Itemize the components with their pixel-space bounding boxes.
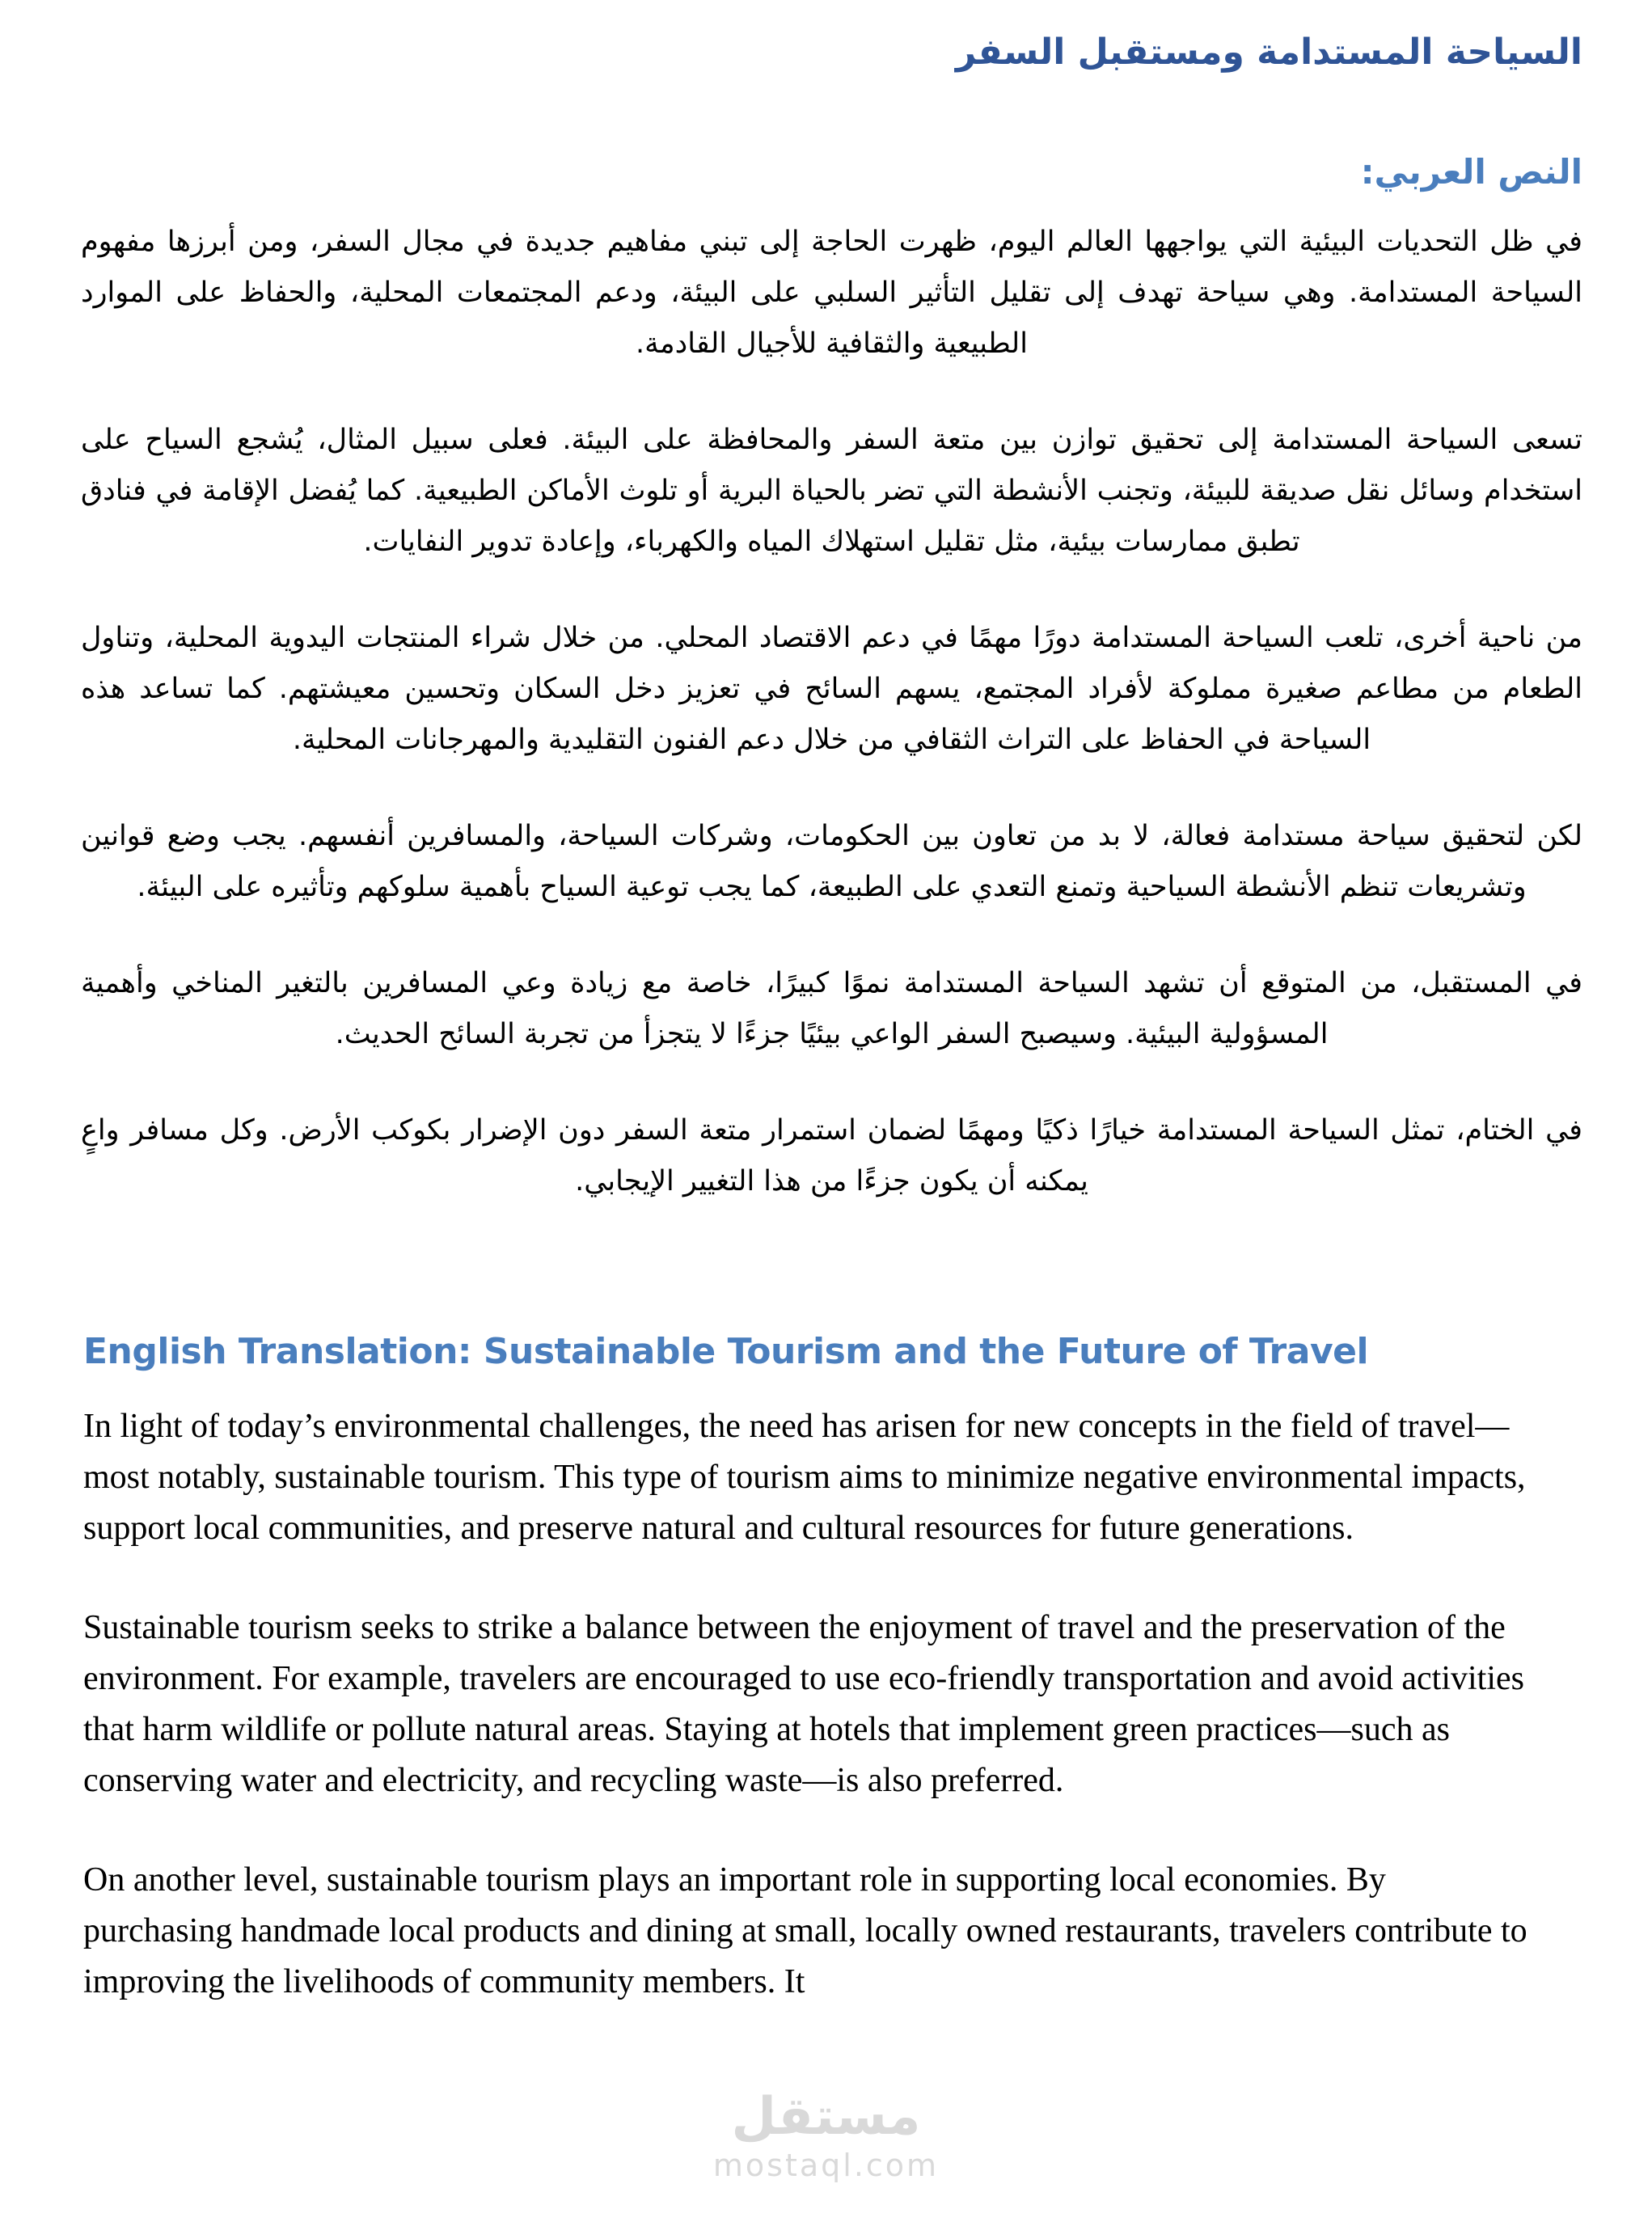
arabic-document-title: السياحة المستدامة ومستقبل السفر (955, 32, 1582, 74)
paragraph: In light of today’s environmental challenges, the need has arisen for new concepts in the field of travel—most notably, sustainable tourism. This type of tourism aims to minimize negative environmental impacts, support local communities, and preserve natural and cultural resources for future generations. (83, 1408, 1526, 1547)
arabic-text-body (81, 217, 1582, 1252)
paragraph: في المستقبل، من المتوقع أن تشهد السياحة المستدامة نموًا كبيرًا، خاصة مع زيادة وعي المسافرين بالتغير المناخي وأهمية المسؤولية البيئية. وسيصبح السفر الواعي بيئيًا جزءًا لا يتجزأ من تجربة السائح الحديث. (81, 967, 1582, 1050)
paragraph: في ظل التحديات البيئية التي يواجهها العالم اليوم، ظهرت الحاجة إلى تبني مفاهيم جديدة في مجال السفر، ومن أبرزها مفهوم السياحة المستدامة. وهي سياحة تهدف إلى تقليل التأثير السلبي على البيئة، ودعم المجتمعات المحلية، والحفاظ على الموارد الطبيعية والثقافية للأجيال القادمة. (81, 226, 1582, 360)
paragraph: تسعى السياحة المستدامة إلى تحقيق توازن بين متعة السفر والمحافظة على البيئة. فعلى سبيل المثال، يُشجع السياح على استخدام وسائل نقل صديقة للبيئة، وتجنب الأنشطة التي تضر بالحياة البرية أو تلوث الأماكن الطبيعية. كما يُفضل الإقامة في فنادق تطبق ممارسات بيئية، مثل تقليل استهلاك المياه والكهرباء، وإعادة تدوير النفايات. (81, 424, 1582, 558)
paragraph: Sustainable tourism seeks to strike a balance between the enjoyment of travel and the preservation of the environment. For example, travelers are encouraged to use eco-friendly transportation and avoid activities that harm wildlife or pollute natural areas. Staying at hotels that implement green practices—such as conserving water and electricity, and recycling waste—is also preferred. (83, 1609, 1525, 1799)
watermark-site-text: mostaql.com (712, 2148, 940, 2184)
paragraph: في الختام، تمثل السياحة المستدامة خيارًا ذكيًا ومهمًا لضمان استمرار متعة السفر دون الإضرار بكوكب الأرض. وكل مسافر واعٍ يمكنه أن يكون جزءًا من هذا التغيير الإيجابي. (81, 1114, 1582, 1197)
paragraph: On another level, sustainable tourism plays an important role in supporting local economies. By purchasing handmade local products and dining at small, locally owned restaurants, travelers contribute to improving the livelihoods of community members. It (83, 1861, 1527, 2000)
arabic-section-heading: النص العربي: (1360, 151, 1582, 192)
mostaql-logo: مستقل (731, 2087, 921, 2147)
paragraph: لكن لتحقيق سياحة مستدامة فعالة، لا بد من تعاون بين الحكومات، وشركات السياحة، والمسافرين أنفسهم. يجب وضع قوانين وتشريعات تنظم الأنشطة السياحية وتمنع التعدي على الطبيعة، كما يجب توعية السياح بأهمية سلوكهم وتأثيره على البيئة. (81, 820, 1582, 903)
english-section-heading: English Translation: Sustainable Tourism and the Future of Travel (83, 1330, 1369, 1372)
paragraph: من ناحية أخرى، تلعب السياحة المستدامة دورًا مهمًا في دعم الاقتصاد المحلي. من خلال شراء المنتجات اليدوية المحلية، وتناول الطعام من مطاعم صغيرة مملوكة لأفراد المجتمع، يسهم السائح في تعزيز دخل السكان وتحسين معيشتهم. كما تساعد هذه السياحة في الحفاظ على التراث الثقافي من خلال دعم الفنون التقليدية والمهرجانات المحلية. (81, 622, 1582, 756)
english-text-body (83, 1401, 1539, 2056)
watermark (0, 2087, 1652, 2184)
